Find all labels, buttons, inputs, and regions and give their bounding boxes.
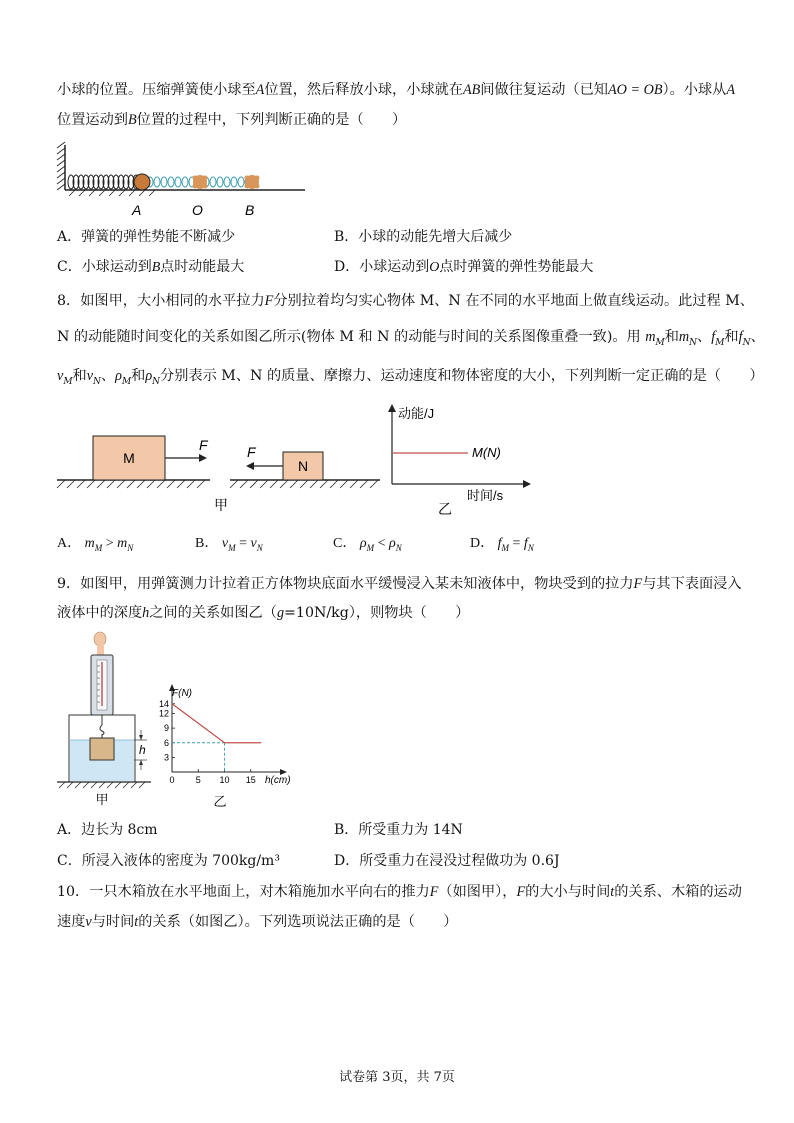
ball-at-B (245, 175, 260, 189)
y-tick-label: 12 (158, 708, 169, 719)
fig-label-yi: 乙 (438, 501, 452, 517)
q8-figure-yi (380, 402, 540, 520)
ball-at-O (193, 175, 208, 189)
y-tick-label: 14 (158, 698, 169, 709)
q9-line-2: 液体中的深度h之间的关系如图乙（g=10N/kg），则物块（ ） (57, 605, 470, 621)
page-footer: 试卷第 3页，共 7页 (339, 1070, 455, 1085)
graph-ylabel: 动能/J (398, 406, 435, 421)
q8-line-2: N 的动能随时间变化的关系如图乙所示(物体 M 和 N 的动能与时间的关系图像重叠一致)。用 $m_M$和$m_N$、$f_M$和$f_N$、 (57, 329, 765, 348)
q8-line-1: 8．如图甲，大小相同的水平拉力F分别拉着均匀实心物体 M、N 在不同的水平地面上做直线运动。此过程 M、 (57, 293, 754, 309)
q8-option-c[interactable]: C． $\rho_M < \rho_N$ (333, 536, 402, 553)
y-tick-label: 9 (163, 723, 169, 734)
q9-option-b[interactable]: B．所受重力为 14N (334, 822, 463, 838)
y-tick-label: 3 (163, 752, 169, 763)
y-tick-label: 6 (163, 737, 169, 748)
fig-label-jia: 甲 (95, 792, 109, 807)
q9-option-a[interactable]: A．边长为 8cm (57, 822, 158, 838)
force-label-N: F (247, 444, 256, 460)
q7-line-1: 小球的位置。压缩弹簧使小球至A位置，然后释放小球，小球就在AB间做往复运动（已知AO = OB）。小球从A (57, 82, 736, 98)
q8-figure-jia (55, 410, 385, 520)
label-B: B (245, 202, 255, 218)
cube-block (90, 738, 114, 760)
svg-text:N: N (297, 458, 309, 474)
q8-line-3: $v_M$和$v_N$、$\rho_M$和$\rho_N$分别表示 M、N 的质量、摩擦力、运动速度和物体密度的大小，下列判断一定正确的是（ ） (57, 368, 764, 387)
fig-label-jia: 甲 (214, 497, 228, 513)
q9-chart (150, 682, 300, 812)
q9-option-c[interactable]: C．所浸入液体的密度为 700kg/m³ (57, 853, 280, 869)
h-label: h (139, 743, 146, 757)
q7-option-c[interactable]: C．小球运动到B点时动能最大 (57, 259, 245, 275)
q8-option-a[interactable]: A． $m_M > m_N$ (57, 536, 134, 553)
ball-at-A (134, 174, 150, 190)
chart-ylabel: F(N) (172, 688, 192, 699)
x-tick-label: 5 (195, 775, 201, 785)
q9-line-1: 9．如图甲，用弹簧测力计拉着正方体物块底面水平缓慢浸入某未知液体中，物块受到的拉力F与其下表面浸入 (57, 576, 742, 592)
q7-option-b[interactable]: B．小球的动能先增大后减少 (334, 229, 513, 245)
q8-option-d[interactable]: D． $f_M = f_N$ (470, 536, 534, 553)
q9-figure-jia (55, 630, 165, 810)
q7-option-d[interactable]: D．小球运动到O点时弹簧的弹性势能最大 (334, 259, 594, 275)
q9-option-d[interactable]: D．所受重力在浸没过程做功为 0.6J (334, 853, 560, 869)
q10-line-2: 速度v与时间t的关系（如图乙）。下列选项说法正确的是（ ） (57, 914, 458, 930)
chart-xlabel: h(cm) (265, 775, 291, 786)
graph-xlabel: 时间/s (467, 488, 504, 503)
x-tick-label: 0 (169, 775, 175, 785)
graph-line-label: M(N) (472, 445, 501, 460)
force-label-M: F (199, 437, 208, 453)
q7-line-2: 位置运动到B位置的过程中，下列判断正确的是（ ） (57, 112, 407, 128)
q7-option-a[interactable]: A．弹簧的弹性势能不断减少 (57, 229, 236, 245)
hand-icon (94, 632, 106, 646)
q10-line-1: 10．一只木箱放在水平地面上，对木箱施加水平向右的推力F（如图甲），F的大小与时间t的关系、木箱的运动 (57, 884, 742, 900)
x-tick-label: 10 (219, 775, 230, 785)
label-O: O (192, 202, 203, 218)
series-line (172, 704, 261, 743)
q8-option-b[interactable]: B． $v_M = v_N$ (195, 536, 263, 553)
q7-spring-figure (55, 140, 315, 222)
label-A: A (132, 202, 142, 218)
svg-text:M: M (123, 450, 135, 466)
x-tick-label: 15 (245, 775, 256, 785)
fig-label-yi: 乙 (213, 794, 227, 809)
